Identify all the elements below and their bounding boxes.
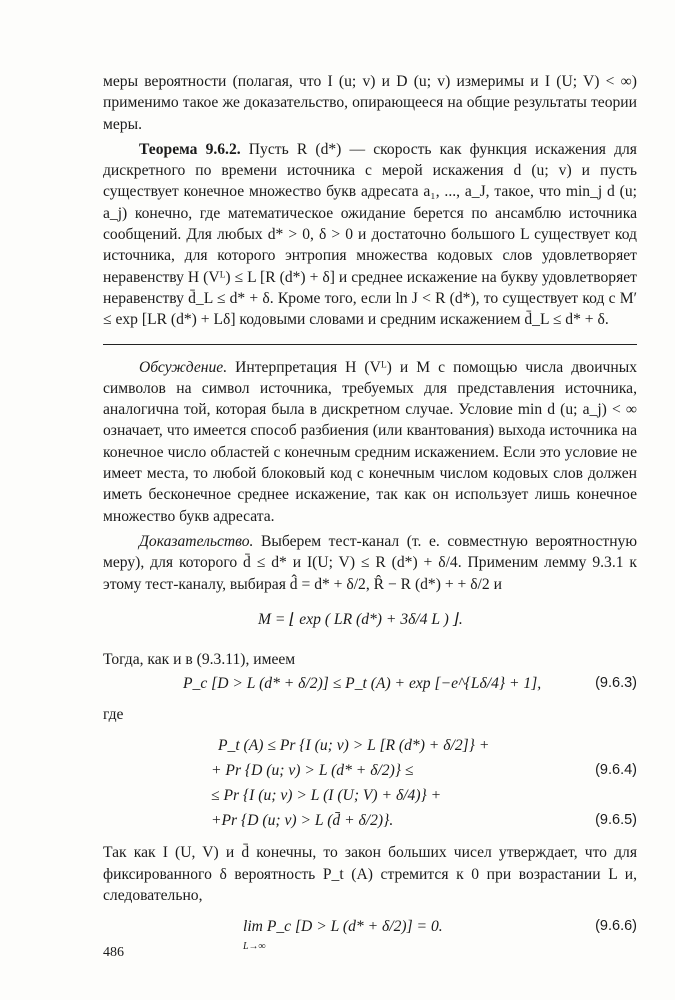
equation-9-6-5-number: (9.6.5) xyxy=(595,812,637,829)
equation-9-6-4-line2 xyxy=(103,760,637,783)
equation-9-6-4-line1 xyxy=(103,735,637,758)
proof-label: Доказательство. xyxy=(139,532,254,550)
discussion-paragraph xyxy=(103,357,637,527)
equation-M xyxy=(103,601,637,641)
where-line: где xyxy=(103,706,124,724)
final-paragraph: Так как I (U, V) и d̄ конечны, то закон больших чисел утверждает, что для фиксированного δ вероятность P_t (A) стремится к 0 при возрастании L и, следовательно, xyxy=(103,844,637,905)
equation-M-body: M = ⌊ exp ( LR (d*) + 3δ/4 L ) ⌋. xyxy=(258,610,463,628)
proof-text: Выберем тест-канал (т. е. совместную вероятностную меру), для которого d̄ ≤ d* и I(U; V) ≤ R (d*) + δ/4. Применим лемму 9.3.1 к этому тест-каналу, выбирая d̂ = d* + δ/2, R̂ − R (d*) + + δ/2 и xyxy=(103,532,637,593)
paragraph-intro: меры вероятности (полагая, что I (u; v) и D (u; v) измеримы и I (U; V) < ∞) применимо такое же доказательство, опирающееся на общие результаты теории меры. xyxy=(103,73,637,133)
discussion-label: Обсуждение. xyxy=(139,358,228,376)
page-number: 486 xyxy=(103,945,124,960)
proof-paragraph xyxy=(103,531,637,595)
theorem-end-rule xyxy=(103,344,637,345)
equation-9-6-6-subscript: L→∞ xyxy=(243,941,266,953)
equation-9-6-3-number: (9.6.3) xyxy=(595,675,637,692)
then-line: Тогда, как и в (9.3.11), имеем xyxy=(103,650,296,668)
equation-9-6-3 xyxy=(103,672,637,695)
equation-9-6-5-line xyxy=(103,810,637,833)
equation-9-6-5-body: +Pr {D (u; v) > L (d̄ + δ/2)}. xyxy=(211,812,394,830)
theorem-label: Теорема 9.6.2. xyxy=(139,140,241,158)
equation-9-6-4-line3 xyxy=(103,785,637,808)
discussion-text: Интерпретация H (Vᴸ) и M с помощью числа двоичных символов на символ источника, требуемых для представления источника, аналогична той, которая была в дискретном случае. Условие min d (u; a_j) < ∞ означает, что имеется способ разбиения (или квантования) выхода источника на конечное число областей с конечным средним искажением. Если это условие не имеет места, то любой блоковый код с конечным числом кодовых слов должен иметь бесконечное среднее искажение, так как он использует лишь конечное множество букв адресата. xyxy=(103,358,638,525)
equation-9-6-4-line2-body: + Pr {D (u; v) > L (d* + δ/2)} ≤ xyxy=(211,762,414,780)
equation-9-6-4-number: (9.6.4) xyxy=(595,762,637,779)
equation-9-6-4-line3-body: ≤ Pr {I (u; v) > L (I (U; V) + δ/4)} + xyxy=(211,787,442,805)
theorem-paragraph xyxy=(103,139,637,331)
equation-9-6-6-body: lim P_c [D > L (d* + δ/2)] = 0. xyxy=(243,918,443,936)
theorem-text: Пусть R (d*) — скорость как функция искажения для дискретного по времени источника с мерой искажения d (u; v) и пусть существует конечное множество букв адресата a₁, ..., a_J, такое, что min_j d (u; a_j) конечно, где математическое ожидание берется по ансамблю источника сообщений. Для любых d* > 0, δ > 0 и достаточно большого L существует код источника, для которого энтропия множества кодовых слов удовлетворяет неравенству H (Vᴸ) ≤ L [R (d*) + δ] и среднее искажение на букву удовлетворяет неравенству d̄_L ≤ d* + δ. Кроме того, если ln J < R (d*), то существует код с M′ ≤ exp [LR (d*) + Lδ] кодовыми словами и средним искажением d̄_L ≤ d* + δ. xyxy=(103,140,637,329)
equation-9-6-4-line1-body: P_t (A) ≤ Pr {I (u; v) > L [R (d*) + δ/2]} + xyxy=(218,737,490,755)
equation-9-6-6-number: (9.6.6) xyxy=(595,918,637,935)
equation-9-6-3-body: P_c [D > L (d* + δ/2)] ≤ P_t (A) + exp [−e^{Lδ/4} + 1], xyxy=(183,675,542,693)
